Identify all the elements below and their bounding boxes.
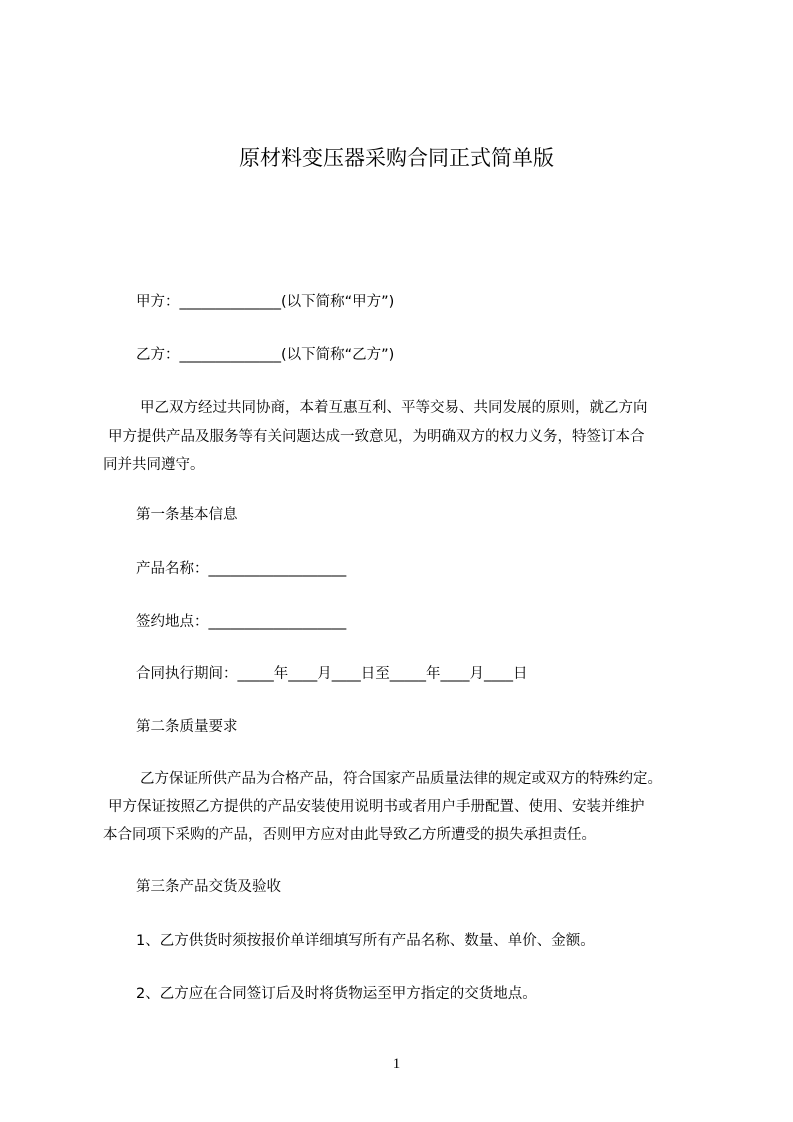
contract-period-field: 合同执行期间：_____年____月____日至_____年____月____日 — [136, 666, 528, 682]
article3-item-1: 1、乙方供货时须按报价单详细填写所有产品名称、数量、单价、金额。 — [136, 933, 595, 949]
document-title: 原材料变压器采购合同正式简单版 — [239, 146, 554, 170]
article2-body-line-2: 甲方保证按照乙方提供的产品安装使用说明书或者用户手册配置、使用、安装并维护 — [108, 799, 645, 815]
preamble-line-2: 甲方提供产品及服务等有关问题达成一致意见，为明确双方的权力义务，特签订本合 — [108, 429, 645, 445]
article3-item-2: 2、乙方应在合同签订后及时将货物运至甲方指定的交货地点。 — [136, 986, 537, 1002]
preamble-line-3: 同并共同遵守。 — [103, 457, 205, 473]
party-a-line: 甲方：______________(以下简称“甲方”) — [136, 294, 395, 310]
page-number: 1 — [392, 1056, 401, 1072]
article2-body-line-1: 乙方保证所供产品为合格产品，符合国家产品质量法律的规定或双方的特殊约定。 — [140, 771, 662, 787]
article3-heading: 第三条产品交货及验收 — [136, 879, 281, 895]
product-name-field: 产品名称：___________________ — [136, 561, 347, 577]
party-b-line: 乙方：______________(以下简称“乙方”) — [136, 347, 395, 363]
signing-place-field: 签约地点：___________________ — [136, 614, 347, 630]
article2-heading: 第二条质量要求 — [136, 719, 238, 735]
article2-body-line-3: 本合同项下采购的产品，否则甲方应对由此导致乙方所遭受的损失承担责任。 — [103, 827, 596, 843]
article1-heading: 第一条基本信息 — [136, 507, 238, 523]
preamble-line-1: 甲乙双方经过共同协商，本着互惠互利、平等交易、共同发展的原则，就乙方向 — [140, 400, 648, 416]
